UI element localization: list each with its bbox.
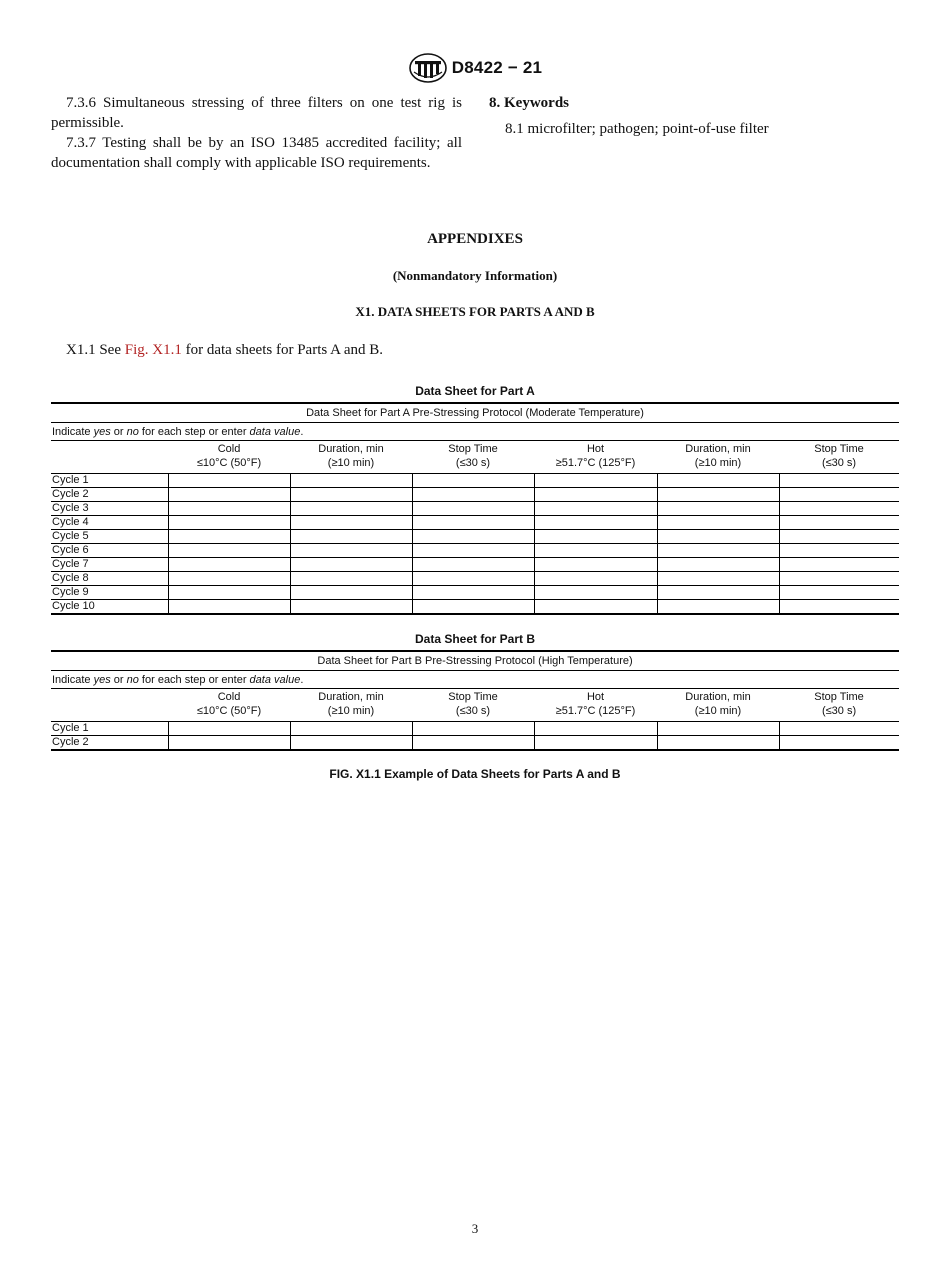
instr-text: Indicate <box>52 425 94 438</box>
column-header <box>290 441 412 474</box>
data-sheet-part-b <box>51 632 899 751</box>
data-entry-cell[interactable] <box>290 488 412 502</box>
data-entry-cell[interactable] <box>168 516 290 530</box>
cycle-label: Cycle 2 <box>51 488 168 502</box>
instr-text: . <box>300 425 304 438</box>
cycle-label: Cycle 7 <box>51 558 168 572</box>
instr-text: Indicate <box>52 673 94 686</box>
column-header-line2: (≤30 s) <box>821 704 857 717</box>
astm-logo-icon <box>408 52 448 84</box>
sheet-a-title: Data Sheet for Part A <box>415 384 535 398</box>
data-entry-cell[interactable] <box>412 474 534 488</box>
data-entry-cell[interactable] <box>290 586 412 600</box>
table-row <box>51 722 899 736</box>
data-entry-cell[interactable] <box>290 502 412 516</box>
data-entry-cell[interactable] <box>534 502 657 516</box>
cycle-label: Cycle 2 <box>51 736 168 751</box>
keywords-heading: 8. Keywords <box>489 95 569 111</box>
appendixes-title: APPENDIXES <box>427 231 523 247</box>
data-entry-cell[interactable] <box>657 558 779 572</box>
table-row <box>51 516 899 530</box>
column-header-line1: Duration, min <box>318 443 384 455</box>
data-entry-cell[interactable] <box>534 572 657 586</box>
data-entry-cell[interactable] <box>534 586 657 600</box>
data-entry-cell[interactable] <box>290 474 412 488</box>
data-entry-cell[interactable] <box>534 600 657 615</box>
data-entry-cell[interactable] <box>168 736 290 751</box>
data-entry-cell[interactable] <box>412 488 534 502</box>
table-row <box>51 736 899 751</box>
column-header-line1: Duration, min <box>318 691 384 703</box>
data-entry-cell[interactable] <box>657 586 779 600</box>
x1-heading: X1. DATA SHEETS FOR PARTS A AND B <box>355 304 595 319</box>
table-row <box>51 586 899 600</box>
data-entry-cell[interactable] <box>290 722 412 736</box>
data-entry-cell[interactable] <box>168 488 290 502</box>
column-header-line2: (≤30 s) <box>455 456 491 469</box>
instr-no: no <box>126 673 139 686</box>
column-header-line2: (≥10 min) <box>694 704 742 717</box>
instr-yes: yes <box>93 673 111 686</box>
keywords-body: 8.1 microfilter; pathogen; point-of-use filter <box>505 121 769 137</box>
data-entry-cell[interactable] <box>168 572 290 586</box>
document-id: D8422 − 21 <box>451 58 543 77</box>
data-entry-cell[interactable] <box>657 572 779 586</box>
data-entry-cell[interactable] <box>779 558 899 572</box>
column-header-blank <box>51 441 168 474</box>
column-header-line2: (≥10 min) <box>327 704 375 717</box>
data-entry-cell[interactable] <box>412 516 534 530</box>
cycle-label: Cycle 9 <box>51 586 168 600</box>
data-entry-cell[interactable] <box>290 736 412 751</box>
instr-text: for each step or enter <box>138 425 250 438</box>
data-entry-cell[interactable] <box>168 600 290 615</box>
table-row <box>51 488 899 502</box>
sheet-b-table <box>51 650 899 751</box>
paragraph-7-3-6: 7.3.6 Simultaneous stressing of three filters on one test rig is permissible. <box>51 95 462 131</box>
data-entry-cell[interactable] <box>779 544 899 558</box>
data-entry-cell[interactable] <box>534 558 657 572</box>
sheet_a-protocol: Data Sheet for Part A Pre-Stressing Protocol (Moderate Temperature) <box>51 403 899 423</box>
data-entry-cell[interactable] <box>779 572 899 586</box>
column-header <box>657 689 779 722</box>
column-header-line1: Cold <box>217 443 241 455</box>
paragraph-7-3-7: 7.3.7 Testing shall be by an ISO 13485 accredited facility; all documentation shall comply with applicable ISO requirements. <box>51 135 462 171</box>
data-entry-cell[interactable] <box>412 558 534 572</box>
data-entry-cell[interactable] <box>657 488 779 502</box>
cycle-label: Cycle 4 <box>51 516 168 530</box>
data-entry-cell[interactable] <box>779 516 899 530</box>
column-header <box>779 441 899 474</box>
fig-x1-1-link[interactable]: Fig. X1.1 <box>124 342 182 358</box>
data-entry-cell[interactable] <box>779 488 899 502</box>
instr-data-value: data value <box>249 425 301 438</box>
column-header-line2: (≤30 s) <box>455 704 491 717</box>
data-entry-cell[interactable] <box>657 722 779 736</box>
data-entry-cell[interactable] <box>779 586 899 600</box>
instr-text: . <box>300 673 304 686</box>
data-entry-cell[interactable] <box>534 488 657 502</box>
sheet-a-table <box>51 402 899 615</box>
instr-text: or <box>110 673 127 686</box>
column-header-line1: Hot <box>586 443 605 455</box>
data-entry-cell[interactable] <box>168 474 290 488</box>
sheet_a-instructions <box>51 423 899 441</box>
table-row <box>51 558 899 572</box>
data-entry-cell[interactable] <box>168 722 290 736</box>
data-entry-cell[interactable] <box>534 544 657 558</box>
data-entry-cell[interactable] <box>534 474 657 488</box>
data-entry-cell[interactable] <box>412 586 534 600</box>
sheet_b-protocol: Data Sheet for Part B Pre-Stressing Protocol (High Temperature) <box>51 651 899 671</box>
table-row <box>51 600 899 615</box>
paragraph-x1-1 <box>66 342 383 359</box>
table-row <box>51 502 899 516</box>
column-header-line2: (≥10 min) <box>694 456 742 469</box>
data-entry-cell[interactable] <box>168 558 290 572</box>
data-entry-cell[interactable] <box>168 502 290 516</box>
data-entry-cell[interactable] <box>657 530 779 544</box>
cycle-label: Cycle 5 <box>51 530 168 544</box>
column-header-line1: Duration, min <box>685 691 751 703</box>
data-entry-cell[interactable] <box>290 544 412 558</box>
column-header-line2: (≥10 min) <box>327 456 375 469</box>
data-entry-cell[interactable] <box>412 600 534 615</box>
page-number: 3 <box>471 1221 479 1236</box>
column-header-line2: (≤30 s) <box>821 456 857 469</box>
data-entry-cell[interactable] <box>534 736 657 751</box>
data-entry-cell[interactable] <box>779 722 899 736</box>
instr-text: for each step or enter <box>138 673 250 686</box>
data-entry-cell[interactable] <box>168 586 290 600</box>
column-header <box>168 441 290 474</box>
data-entry-cell[interactable] <box>779 502 899 516</box>
data-entry-cell[interactable] <box>657 544 779 558</box>
data-entry-cell[interactable] <box>657 516 779 530</box>
column-header-line1: Stop Time <box>814 691 864 703</box>
column-header-line2: ≤10°C (50°F) <box>196 456 262 469</box>
data-entry-cell[interactable] <box>534 516 657 530</box>
table-row <box>51 544 899 558</box>
cycle-label: Cycle 8 <box>51 572 168 586</box>
column-header-line1: Stop Time <box>448 443 498 455</box>
page-header <box>0 52 950 84</box>
data-entry-cell[interactable] <box>412 572 534 586</box>
instr-no: no <box>126 425 139 438</box>
column-header <box>412 441 534 474</box>
appendixes-subtitle: (Nonmandatory Information) <box>392 268 558 283</box>
cycle-label: Cycle 3 <box>51 502 168 516</box>
data-entry-cell[interactable] <box>412 736 534 751</box>
column-header-line1: Stop Time <box>448 691 498 703</box>
column-header-line1: Stop Time <box>814 443 864 455</box>
data-entry-cell[interactable] <box>779 530 899 544</box>
data-entry-cell[interactable] <box>657 502 779 516</box>
data-entry-cell[interactable] <box>412 530 534 544</box>
sheet-b-title: Data Sheet for Part B <box>414 632 536 646</box>
data-entry-cell[interactable] <box>779 600 899 615</box>
cycle-label: Cycle 1 <box>51 722 168 736</box>
figure-caption: FIG. X1.1 Example of Data Sheets for Parts A and B <box>329 767 621 781</box>
data-entry-cell[interactable] <box>534 530 657 544</box>
data-sheet-part-a <box>51 384 899 615</box>
data-entry-cell[interactable] <box>412 544 534 558</box>
data-entry-cell[interactable] <box>534 722 657 736</box>
column-header <box>779 689 899 722</box>
column-header-line2: ≤10°C (50°F) <box>196 704 262 717</box>
sheet_b-instructions <box>51 671 899 689</box>
cycle-label: Cycle 10 <box>51 600 168 615</box>
data-entry-cell[interactable] <box>657 600 779 615</box>
cycle-label: Cycle 1 <box>51 474 168 488</box>
cycle-label: Cycle 6 <box>51 544 168 558</box>
data-entry-cell[interactable] <box>168 544 290 558</box>
instr-text: or <box>110 425 127 438</box>
x1-1-suffix: for data sheets for Parts A and B. <box>181 342 384 358</box>
column-header-line2: ≥51.7°C (125°F) <box>555 704 636 717</box>
column-header <box>657 441 779 474</box>
table-row <box>51 572 899 586</box>
column-header <box>534 689 657 722</box>
column-header-line1: Duration, min <box>685 443 751 455</box>
data-entry-cell[interactable] <box>168 530 290 544</box>
instr-yes: yes <box>93 425 111 438</box>
data-entry-cell[interactable] <box>290 530 412 544</box>
data-entry-cell[interactable] <box>290 558 412 572</box>
table-row <box>51 530 899 544</box>
column-header <box>168 689 290 722</box>
data-entry-cell[interactable] <box>290 572 412 586</box>
data-entry-cell[interactable] <box>657 736 779 751</box>
data-entry-cell[interactable] <box>290 516 412 530</box>
data-entry-cell[interactable] <box>412 502 534 516</box>
column-header <box>290 689 412 722</box>
x1-1-prefix: X1.1 See <box>66 342 125 358</box>
column-header-blank <box>51 689 168 722</box>
column-header <box>412 689 534 722</box>
table-row <box>51 474 899 488</box>
data-entry-cell[interactable] <box>412 722 534 736</box>
data-entry-cell[interactable] <box>779 474 899 488</box>
instr-data-value: data value <box>249 673 301 686</box>
right-column <box>489 93 900 139</box>
column-header-line1: Hot <box>586 691 605 703</box>
data-entry-cell[interactable] <box>290 600 412 615</box>
column-header-line1: Cold <box>217 691 241 703</box>
column-header <box>534 441 657 474</box>
data-entry-cell[interactable] <box>657 474 779 488</box>
left-column <box>51 93 462 173</box>
data-entry-cell[interactable] <box>779 736 899 751</box>
column-header-line2: ≥51.7°C (125°F) <box>555 456 636 469</box>
